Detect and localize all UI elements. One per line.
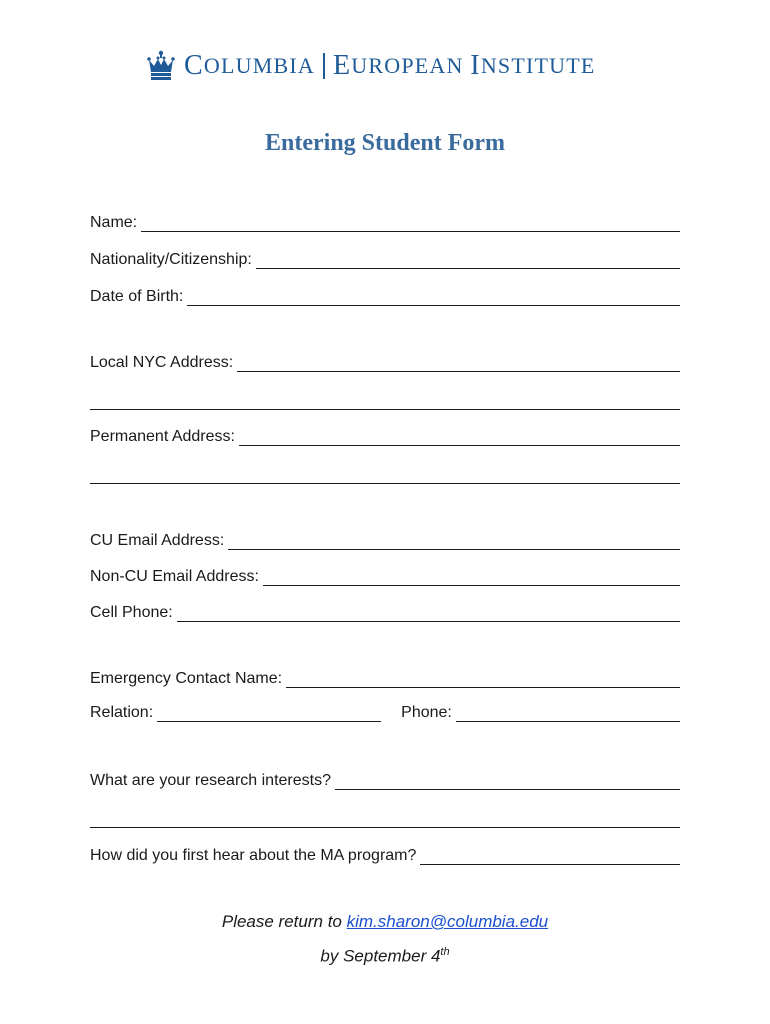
emergency-contact-label: Emergency Contact Name: — [90, 670, 283, 687]
cu-email-label: CU Email Address: — [90, 532, 225, 549]
deadline-prefix: by September 4 — [320, 946, 441, 966]
relation-phone-row — [90, 700, 680, 722]
permanent-address-field-row — [90, 424, 680, 446]
non-cu-email-field-row — [90, 564, 680, 586]
logo-divider — [323, 53, 325, 79]
permanent-address-continuation-line[interactable] — [90, 465, 680, 484]
deadline-suffix: th — [440, 946, 450, 958]
logo-letter: I — [470, 50, 481, 81]
local-address-field-row — [90, 350, 680, 372]
logo-word: NSTITUTE — [480, 53, 596, 78]
columbia-european-institute-logo — [146, 46, 626, 86]
cell-phone-label: Cell Phone: — [90, 604, 173, 621]
local-address-label: Local NYC Address: — [90, 354, 234, 371]
nationality-label: Nationality/Citizenship: — [90, 251, 252, 268]
name-label: Name: — [90, 214, 138, 231]
dob-label: Date of Birth: — [90, 288, 184, 305]
emergency-contact-field-row — [90, 666, 680, 688]
logo-text — [184, 50, 596, 82]
local-address-input-line[interactable] — [237, 353, 680, 372]
cu-email-field-row — [90, 528, 680, 550]
hear-about-label: How did you first hear about the MA program? — [90, 847, 417, 864]
non-cu-email-input-line[interactable] — [263, 567, 680, 586]
logo-word: OLUMBIA — [203, 53, 315, 78]
local-address-continuation-line[interactable] — [90, 391, 680, 410]
research-continuation-row — [90, 806, 680, 828]
logo-word: UROPEAN — [351, 53, 471, 78]
cell-phone-input-line[interactable] — [177, 603, 680, 622]
deadline-text — [0, 946, 770, 967]
local-address-continuation-row — [90, 388, 680, 410]
non-cu-email-label: Non-CU Email Address: — [90, 568, 259, 585]
name-input-line[interactable] — [141, 213, 680, 232]
permanent-address-label: Permanent Address: — [90, 428, 235, 445]
name-field-row — [90, 210, 680, 232]
phone-input-line[interactable] — [456, 703, 680, 722]
nationality-input-line[interactable] — [256, 250, 680, 269]
hear-about-field-row — [90, 843, 680, 865]
relation-input-line[interactable] — [157, 703, 381, 722]
research-continuation-line[interactable] — [90, 809, 680, 828]
nationality-field-row — [90, 247, 680, 269]
dob-field-row — [90, 284, 680, 306]
dob-input-line[interactable] — [187, 287, 680, 306]
emergency-contact-input-line[interactable] — [286, 669, 680, 688]
form-title: Entering Student Form — [265, 130, 505, 156]
logo-letter: E — [332, 50, 352, 81]
logo-letter: C — [184, 50, 204, 81]
research-field-row — [90, 768, 680, 790]
research-input-line[interactable] — [335, 771, 680, 790]
permanent-address-input-line[interactable] — [239, 427, 680, 446]
cu-email-input-line[interactable] — [228, 531, 680, 550]
permanent-address-continuation-row — [90, 462, 680, 484]
relation-label: Relation: — [90, 704, 154, 721]
hear-about-input-line[interactable] — [420, 846, 680, 865]
return-instructions — [0, 912, 770, 932]
return-email-link[interactable]: kim.sharon@columbia.edu — [346, 912, 549, 931]
return-prefix: Please return to — [221, 912, 347, 931]
phone-label: Phone: — [401, 704, 452, 721]
cell-phone-field-row — [90, 600, 680, 622]
research-label: What are your research interests? — [90, 772, 331, 789]
crown-icon — [146, 50, 176, 82]
